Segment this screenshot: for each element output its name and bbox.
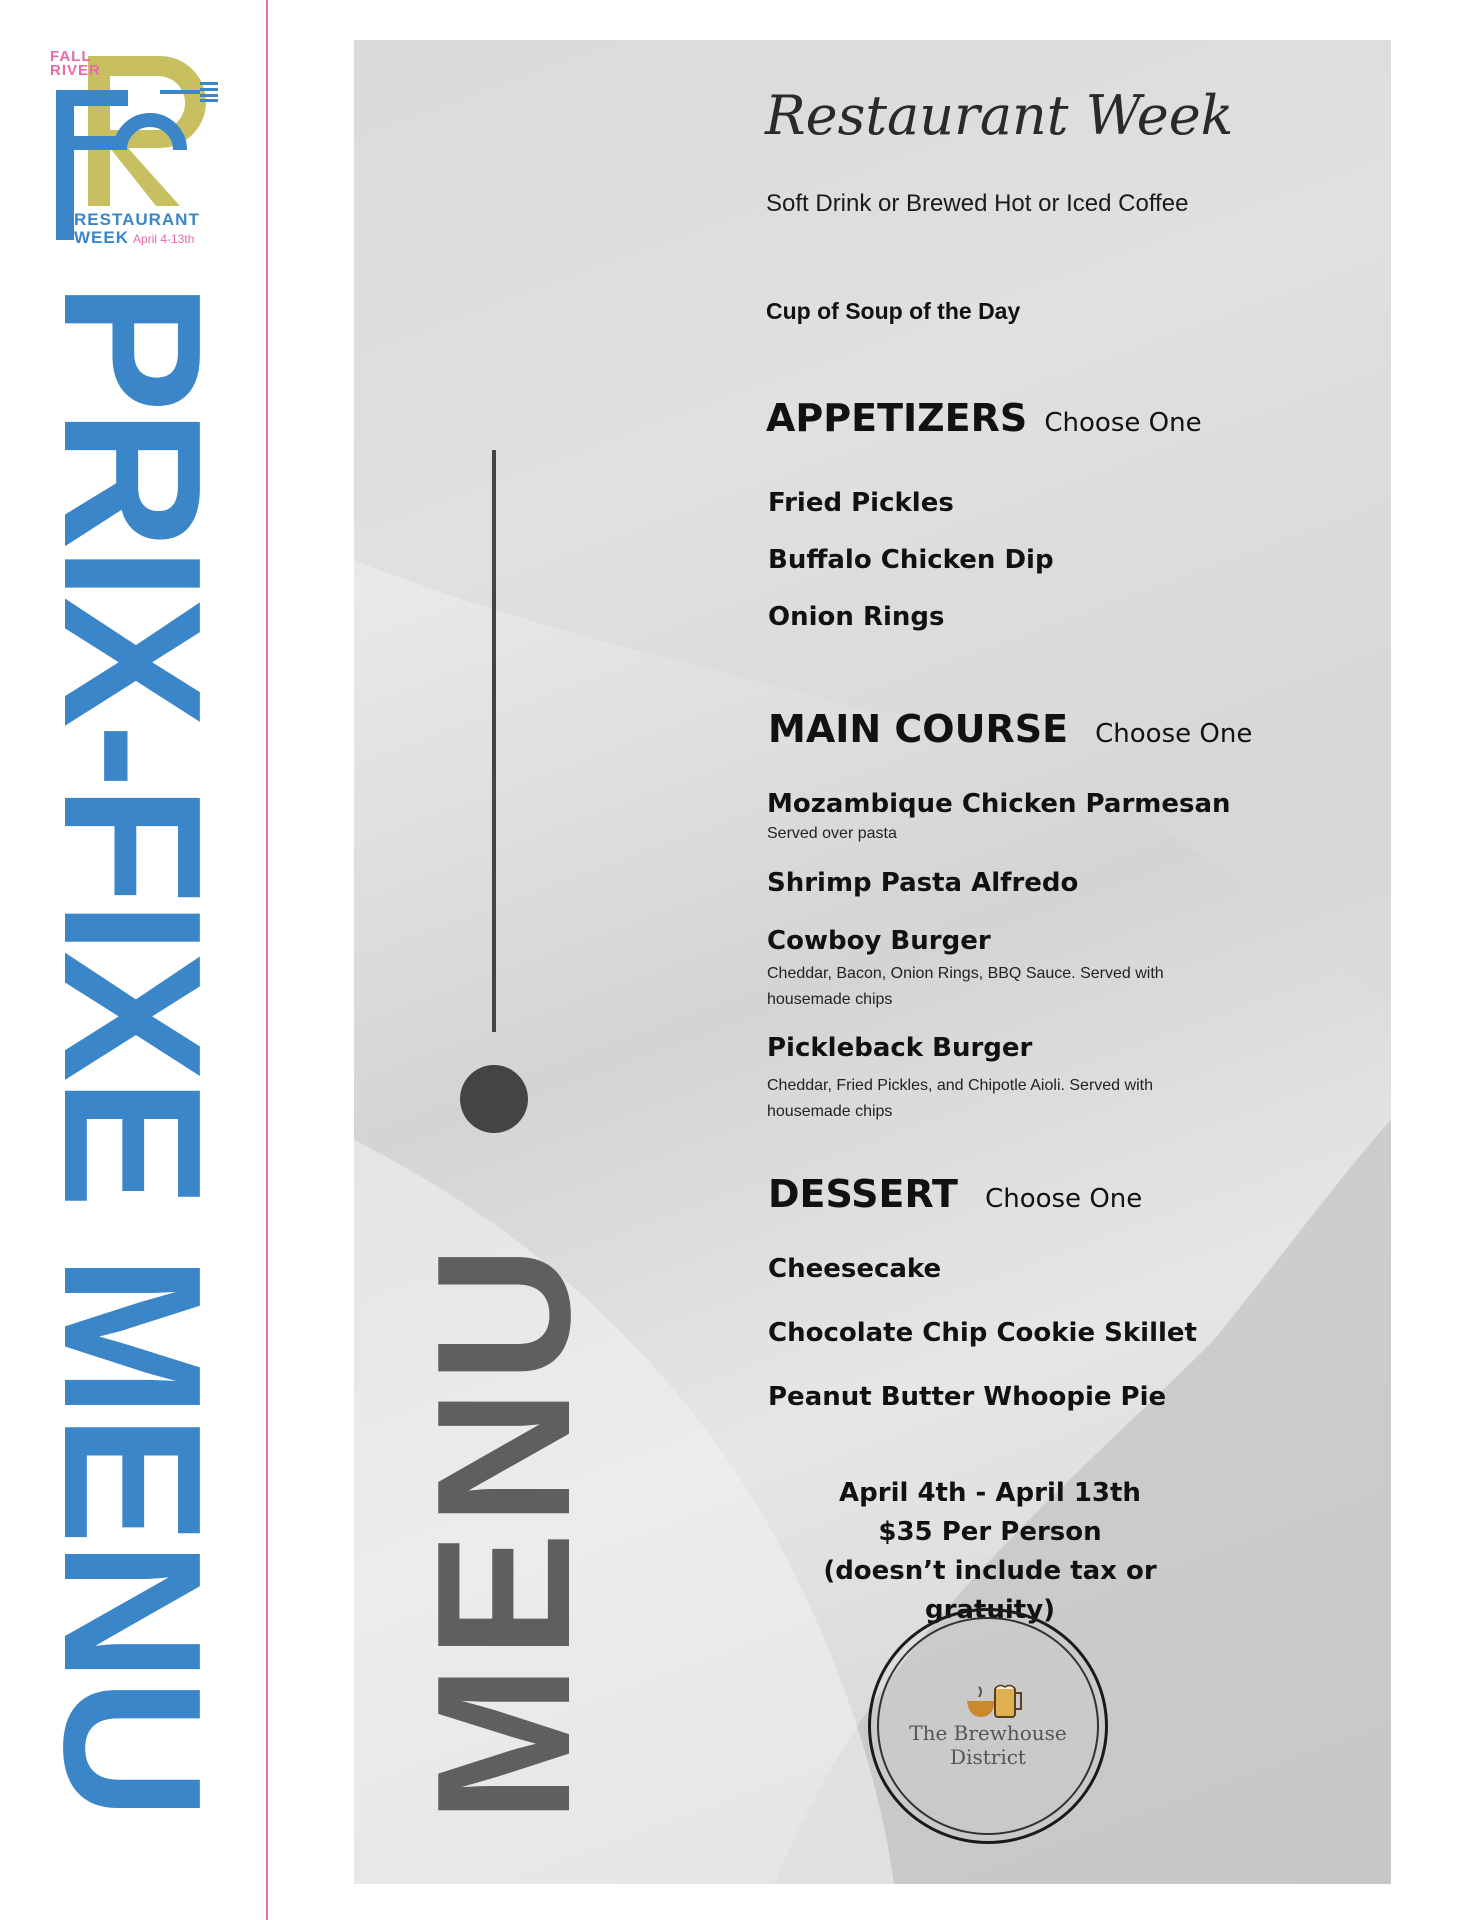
dessert-item: Peanut Butter Whoopie Pie <box>768 1382 1167 1412</box>
dessert-choose: Choose One <box>985 1184 1143 1214</box>
brewhouse-name: The Brewhouse District <box>909 1721 1067 1769</box>
appetizer-item: Buffalo Chicken Dip <box>768 545 1054 575</box>
prix-fixe-banner <box>23 282 242 1816</box>
appetizer-item: Onion Rings <box>768 602 945 632</box>
drink-line: Soft Drink or Brewed Hot or Iced Coffee <box>766 190 1189 217</box>
appetizers-heading: APPETIZERS <box>766 396 1028 440</box>
dessert-item: Chocolate Chip Cookie Skillet <box>768 1318 1197 1348</box>
main-course-note: Cheddar, Bacon, Onion Rings, BBQ Sauce. Served with housemade chips <box>767 965 1164 1008</box>
promo-note: (doesn’t include tax or gratuity) <box>823 1556 1157 1625</box>
main-course-choose: Choose One <box>1095 719 1253 749</box>
logo-restaurant-text: RESTAURANT <box>74 210 200 229</box>
main-course-item: Shrimp Pasta Alfredo <box>767 868 1079 898</box>
main-course-item: Cowboy Burger <box>767 926 991 956</box>
menu-footer <box>760 1474 1220 1630</box>
main-course-item: Mozambique Chicken Parmesan <box>767 789 1231 819</box>
logo-dates: April 4-13th <box>133 232 195 246</box>
soup-line: Cup of Soup of the Day <box>766 298 1021 324</box>
logo-fall-text: FALL <box>50 48 92 65</box>
vertical-menu-text: MENU <box>398 1239 610 1823</box>
logo-fall-river <box>50 50 101 78</box>
decorative-dot <box>460 1065 528 1133</box>
main-course-heading-row <box>768 707 1252 751</box>
sidebar-divider <box>266 0 268 1920</box>
appetizer-item: Fried Pickles <box>768 488 954 518</box>
coffee-cup-icon <box>965 1681 1025 1721</box>
main-course-note: Served over pasta <box>767 825 897 842</box>
main-course-heading: MAIN COURSE <box>768 707 1069 751</box>
appetizers-heading-row <box>766 396 1202 440</box>
dessert-heading-row <box>768 1172 1142 1216</box>
main-course-item: Pickleback Burger <box>767 1033 1033 1063</box>
promo-price: $35 Per Person <box>878 1517 1102 1547</box>
appetizers-choose: Choose One <box>1044 408 1202 438</box>
dessert-heading: DESSERT <box>768 1172 958 1216</box>
logo-week-text: WEEK <box>74 228 129 247</box>
menu-title: Restaurant Week <box>765 84 1234 147</box>
vertical-menu-word <box>398 1173 610 1823</box>
restaurant-week-logo <box>48 50 228 250</box>
dessert-item: Cheesecake <box>768 1254 942 1284</box>
logo-week-line <box>74 228 194 248</box>
fork-icon <box>160 80 220 104</box>
logo-river-text: RIVER <box>50 62 101 79</box>
prix-fixe-text: PRIX-FIXE MENU <box>23 282 242 1816</box>
main-course-note: Cheddar, Fried Pickles, and Chipotle Aioli. Served with housemade chips <box>767 1077 1153 1120</box>
brewhouse-logo <box>868 1608 1108 1844</box>
decorative-vertical-line <box>492 450 496 1032</box>
promo-dates: April 4th - April 13th <box>839 1478 1141 1508</box>
